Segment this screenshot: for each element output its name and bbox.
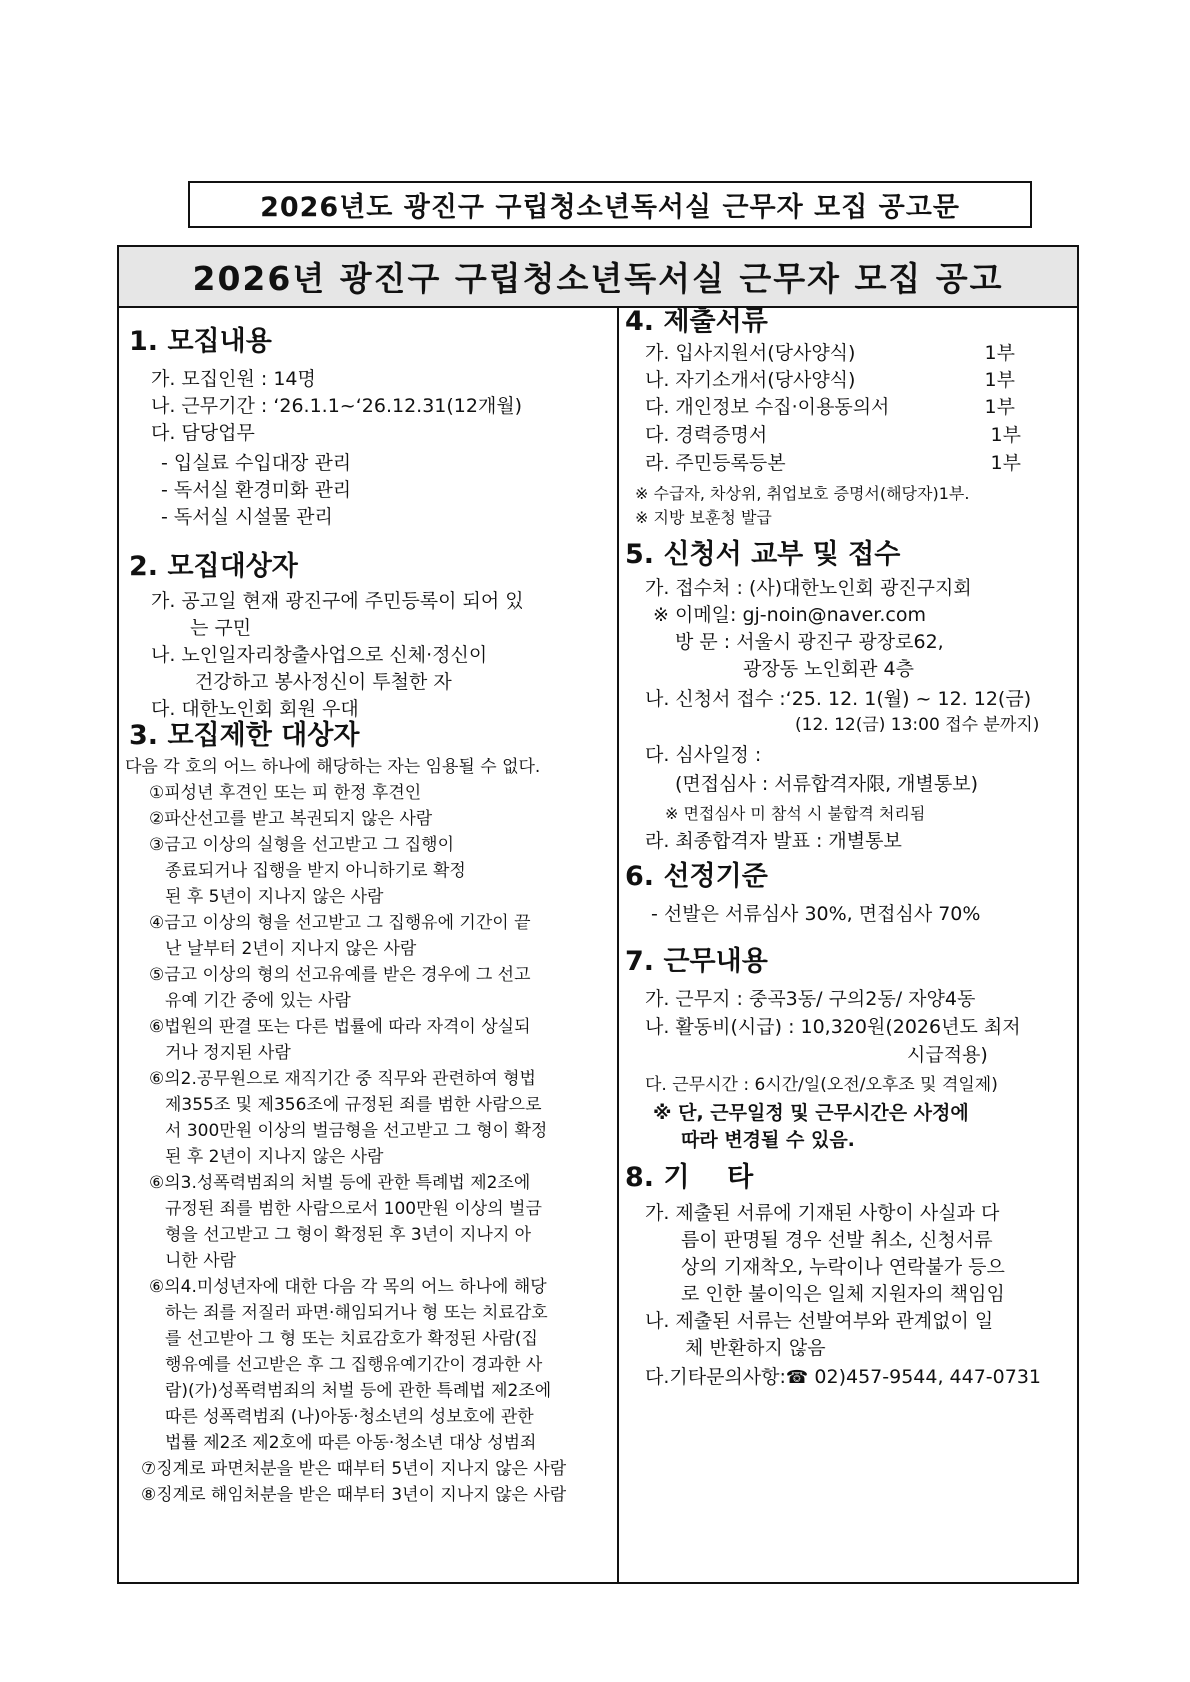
sec2-a1: 가. 공고일 현재 광진구에 주민등록이 되어 있 — [151, 590, 524, 612]
section-4-heading: 4. 제출서류 — [625, 306, 768, 337]
doc-item — [645, 424, 1021, 446]
doc-item-label: 나. 자기소개서(당사양식) — [645, 369, 856, 391]
sec3-line: 종료되거나 집행을 받지 아니하기로 확정 — [165, 861, 466, 881]
sec3-line: ⑥의4.미성년자에 대한 다음 각 목의 어느 하나에 해당 — [149, 1277, 547, 1297]
doc-item-label: 다. 개인정보 수집·이용동의서 — [645, 396, 890, 418]
sec3-line: ⑦징계로 파면처분을 받은 때부터 5년이 지나지 않은 사람 — [141, 1459, 567, 1479]
sec1-c: 다. 담당업무 — [151, 422, 255, 444]
sec5-visit-2: 광장동 노인회관 4층 — [743, 658, 914, 680]
sec3-line: 니한 사람 — [165, 1251, 237, 1271]
doc-item-count: 1부 — [984, 369, 1015, 391]
section-3-heading: 3. 모집제한 대상자 — [129, 720, 360, 751]
sec8-a: 상의 기재착오, 누락이나 연락불가 등으 — [681, 1256, 1005, 1278]
sec3-line: ⑧징계로 해임처분을 받은 때부터 3년이 지나지 않은 사람 — [141, 1485, 567, 1505]
sec3-line: 난 날부터 2년이 지나지 않은 사람 — [165, 939, 417, 959]
sec1-duty-3: - 독서실 시설물 관리 — [161, 506, 333, 528]
doc-item — [645, 342, 1015, 364]
sec8-c-phone: 02)457-9544, 447-0731 — [814, 1366, 1042, 1388]
sec5-d: 라. 최종합격자 발표 : 개별통보 — [645, 830, 902, 852]
doc-item-label: 가. 입사지원서(당사양식) — [645, 342, 856, 364]
section-8-heading: 8. 기 타 — [625, 1162, 754, 1193]
sec5-visit-1: 방 문 : 서울시 광진구 광장로62, — [675, 631, 944, 653]
sec3-line: 서 300만원 이상의 벌금형을 선고받고 그 형이 확정 — [165, 1121, 548, 1141]
sec5-b: 나. 신청서 접수 :‘25. 12. 1(월) ~ 12. 12(금) — [645, 688, 1032, 710]
doc-item — [645, 369, 1015, 391]
sec1-b: 나. 근무기간 : ‘26.1.1~‘26.12.31(12개월) — [151, 395, 523, 417]
sec3-line: ⑥의3.성폭력범죄의 처벌 등에 관한 특례법 제2조에 — [149, 1173, 531, 1193]
sec3-line: 규정된 죄를 범한 사람으로서 100만원 이상의 벌금 — [165, 1199, 542, 1219]
sec7-note-2: 따라 변경될 수 있음. — [681, 1129, 855, 1151]
sec2-a2: 는 구민 — [190, 617, 252, 639]
sec7-c: 다. 근무시간 : 6시간/일(오전/오후조 및 격일제) — [645, 1075, 998, 1095]
section-7-heading: 7. 근무내용 — [625, 946, 768, 977]
sec3-line: ⑥법원의 판결 또는 다른 법률에 따라 자격이 상실되 — [149, 1017, 531, 1037]
sec6-a: - 선발은 서류심사 30%, 면접심사 70% — [651, 903, 981, 925]
sec8-b2: 체 반환하지 않음 — [685, 1337, 826, 1359]
sec1-duty-1: - 입실료 수입대장 관리 — [161, 452, 352, 474]
sec5-email: ※ 이메일: gj-noin@naver.com — [653, 604, 926, 626]
sec2-b1: 나. 노인일자리창출사업으로 신체·정신이 — [151, 644, 488, 666]
sec5-c2: (면접심사 : 서류합격자限, 개별통보) — [675, 773, 978, 795]
sec2-b2: 건강하고 봉사정신이 투철한 자 — [195, 671, 452, 693]
doc-item-count: 1부 — [984, 396, 1015, 418]
sec3-line: 행유예를 선고받은 후 그 집행유예기간이 경과한 사 — [165, 1355, 543, 1375]
sec8-a: 가. 제출된 서류에 기재된 사항이 사실과 다 — [645, 1202, 1000, 1224]
page-title: 2026년도 광진구 구립청소년독서실 근무자 모집 공고문 — [188, 181, 1032, 228]
sec7-b2: 시급적용) — [907, 1044, 988, 1066]
section-5-heading: 5. 신청서 교부 및 접수 — [625, 539, 901, 570]
section-1-heading: 1. 모집내용 — [129, 326, 272, 357]
sec3-line: 람)(가)성폭력범죄의 처벌 등에 관한 특례법 제2조에 — [165, 1381, 552, 1401]
sec3-line: 따른 성폭력범죄 (나)아동·청소년의 성보호에 관한 — [165, 1407, 534, 1427]
section-6-heading: 6. 선정기준 — [625, 861, 768, 892]
column-divider — [617, 306, 619, 1582]
sec2-c: 다. 대한노인회 회원 우대 — [151, 698, 359, 720]
doc-item-label: 다. 경력증명서 — [645, 424, 768, 446]
sec8-c-prefix: 다.기타문의사항: — [645, 1366, 786, 1388]
doc-item-count: 1부 — [990, 424, 1021, 446]
sec3-line: 된 후 2년이 지나지 않은 사람 — [165, 1147, 384, 1167]
sec3-line: 를 선고받아 그 형 또는 치료감호가 확정된 사람(집 — [165, 1329, 538, 1349]
sec3-line: ①피성년 후견인 또는 피 한정 후견인 — [149, 783, 422, 803]
doc-item — [645, 396, 1015, 418]
phone-icon: ☎ — [785, 1367, 809, 1388]
doc-item — [645, 452, 1021, 474]
sec4-note-1: ※ 수급자, 차상위, 취업보호 증명서(해당자)1부. — [635, 484, 970, 503]
sec5-c: 다. 심사일정 : — [645, 744, 762, 766]
sec3-line: 형을 선고받고 그 형이 확정된 후 3년이 지나지 아 — [165, 1225, 532, 1245]
sec4-note-2: ※ 지방 보훈청 발급 — [635, 508, 772, 527]
sec5-b2: (12. 12(금) 13:00 접수 분까지) — [795, 715, 1040, 735]
sec8-c — [645, 1366, 1041, 1389]
sec5-c3: ※ 면접심사 미 참석 시 불합격 처리됨 — [665, 804, 926, 823]
sec3-line: 제355조 및 제356조에 규정된 죄를 범한 사람으로 — [165, 1095, 542, 1115]
sec3-line: 하는 죄를 저질러 파면·해임되거나 형 또는 치료감호 — [165, 1303, 548, 1323]
sec1-a: 가. 모집인원 : 14명 — [151, 368, 316, 390]
sec8-a: 름이 판명될 경우 선발 취소, 신청서류 — [681, 1229, 993, 1251]
sec3-line: 유예 기간 중에 있는 사람 — [165, 991, 351, 1011]
sec3-intro: 다음 각 호의 어느 하나에 해당하는 자는 임용될 수 없다. — [125, 757, 541, 777]
doc-item-count: 1부 — [990, 452, 1021, 474]
section-2-heading: 2. 모집대상자 — [129, 551, 298, 582]
sec7-note-1: ※ 단, 근무일정 및 근무시간은 사정에 — [653, 1102, 969, 1124]
sec3-line: ⑤금고 이상의 형의 선고유예를 받은 경우에 그 선고 — [149, 965, 531, 985]
sec3-line: ⑥의2.공무원으로 재직기간 중 직무와 관련하여 형법 — [149, 1069, 536, 1089]
sec8-b1: 나. 제출된 서류는 선발여부와 관계없이 일 — [645, 1310, 994, 1332]
sec5-a: 가. 접수처 : (사)대한노인회 광진구지회 — [645, 577, 972, 599]
sec8-a: 로 인한 불이익은 일체 지원자의 책임임 — [681, 1283, 1005, 1305]
doc-item-label: 라. 주민등록등본 — [645, 452, 786, 474]
sec3-line: ②파산선고를 받고 복권되지 않은 사람 — [149, 809, 433, 829]
sec7-a: 가. 근무지 : 중곡3동/ 구의2동/ 자양4동 — [645, 988, 976, 1010]
sec3-line: 된 후 5년이 지나지 않은 사람 — [165, 887, 384, 907]
sec3-line: ④금고 이상의 형을 선고받고 그 집행유에 기간이 끝 — [149, 913, 531, 933]
doc-item-count: 1부 — [984, 342, 1015, 364]
sec7-b1: 나. 활동비(시급) : 10,320원(2026년도 최저 — [645, 1016, 1021, 1038]
notice-title: 2026년 광진구 구립청소년독서실 근무자 모집 공고 — [119, 247, 1077, 308]
sec3-line: ③금고 이상의 실형을 선고받고 그 집행이 — [149, 835, 455, 855]
sec3-line: 거나 정지된 사람 — [165, 1043, 291, 1063]
sec1-duty-2: - 독서실 환경미화 관리 — [161, 479, 352, 501]
sec3-line: 법률 제2조 제2호에 따른 아동·청소년 대상 성범죄 — [165, 1433, 537, 1453]
notice-frame — [117, 245, 1079, 1584]
